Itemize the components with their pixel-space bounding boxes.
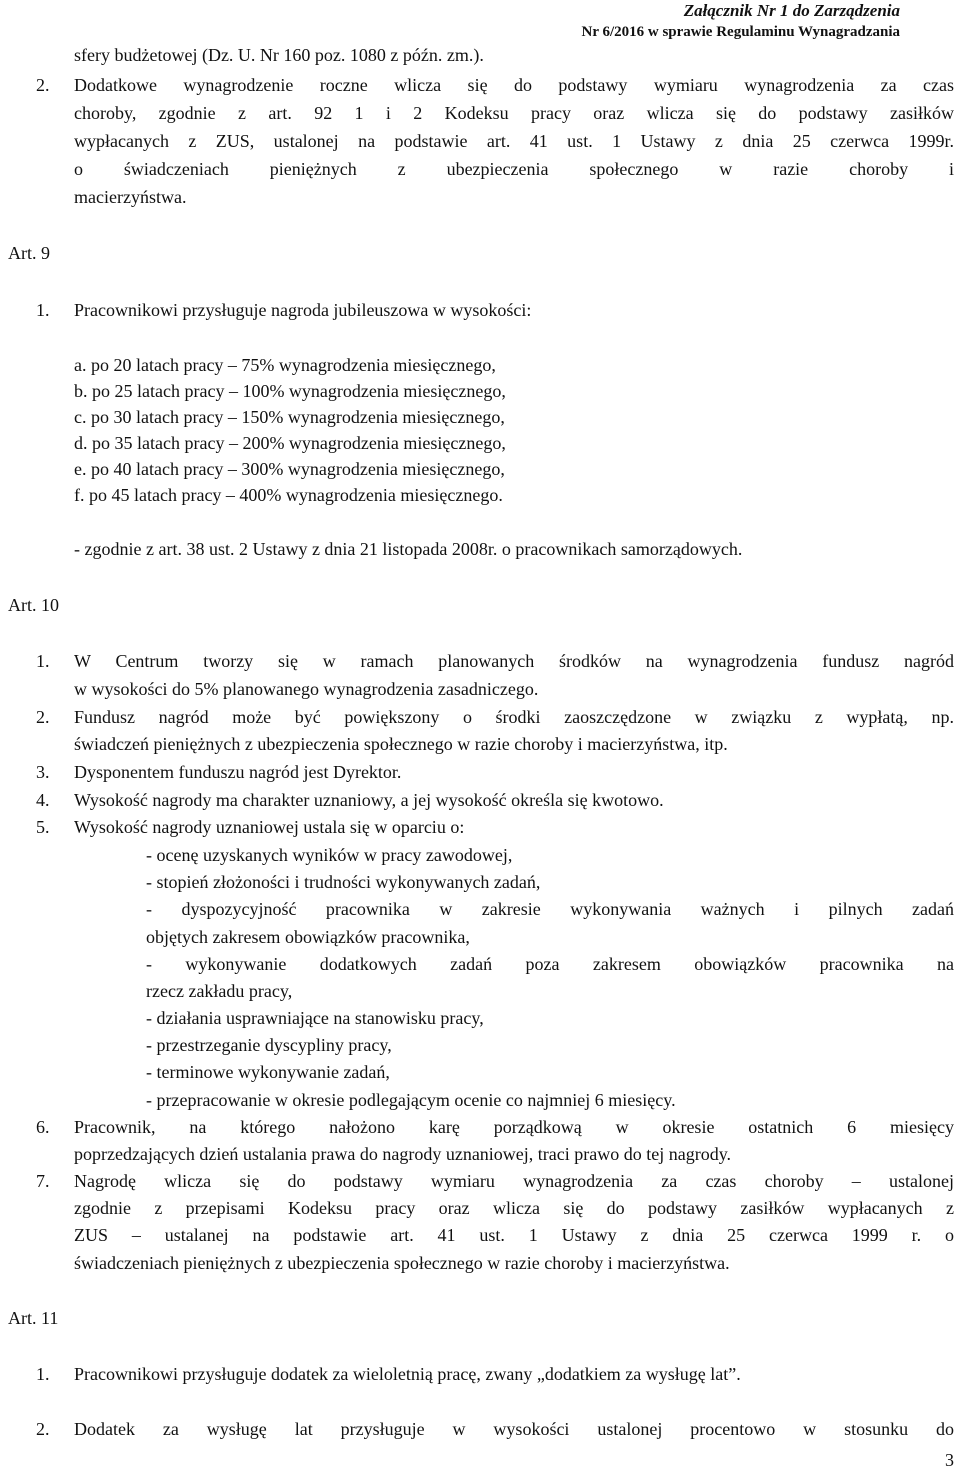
list-item: - działania usprawniające na stanowisku pracy, (146, 1008, 484, 1028)
paragraph-number: 1. (36, 1364, 50, 1384)
text-line: Fundusz nagród może być powiększony o środki zaoszczędzone w związku z wypłatą, np. (74, 707, 954, 727)
list-item: - dyspozycyjność pracownika w zakresie wykonywania ważnych i pilnych zadań (146, 899, 954, 919)
text-line: w wysokości do 5% planowanego wynagrodzenia zasadniczego. (74, 679, 539, 699)
text-line: Wysokość nagrody uznaniowej ustala się w oparciu o: (74, 817, 465, 837)
list-item: e. po 40 latach pracy – 300% wynagrodzenia miesięcznego, (74, 459, 505, 479)
paragraph-number: 7. (36, 1171, 50, 1191)
text-line: Dodatek za wysługę lat przysługuje w wysokości ustalonej procentowo w stosunku do (74, 1419, 954, 1439)
article-11-title: Art. 11 (8, 1308, 59, 1328)
list-item: - wykonywanie dodatkowych zadań poza zakresem obowiązków pracownika na (146, 954, 954, 974)
text-line: świadczeń pieniężnych z ubezpieczenia społecznego w razie choroby i macierzyństwa, itp. (74, 734, 728, 754)
text-line: o świadczeniach pieniężnych z ubezpieczenia społecznego w razie choroby i (74, 159, 954, 179)
text-line: Dodatkowe wynagrodzenie roczne wlicza się do podstawy wymiaru wynagrodzenia za czas (74, 75, 954, 95)
text-line: Pracownik, na którego nałożono karę porządkową w okresie ostatnich 6 miesięcy (74, 1117, 954, 1137)
text-line: Nagrodę wlicza się do podstawy wymiaru wynagrodzenia za czas choroby – ustalonej (74, 1171, 954, 1191)
continuation-line: sfery budżetowej (Dz. U. Nr 160 poz. 1080 z późn. zm.). (74, 45, 484, 65)
list-item: b. po 25 latach pracy – 100% wynagrodzenia miesięcznego, (74, 381, 506, 401)
paragraph-number: 6. (36, 1117, 50, 1137)
paragraph-number: 2. (36, 1419, 50, 1439)
article-10-title: Art. 10 (8, 595, 59, 615)
list-item: objętych zakresem obowiązków pracownika, (146, 927, 470, 947)
list-item: - przestrzeganie dyscypliny pracy, (146, 1035, 392, 1055)
article-9-title: Art. 9 (8, 243, 50, 263)
paragraph-number: 2. (36, 75, 50, 95)
page-number: 3 (945, 1450, 954, 1470)
header-line-1: Załącznik Nr 1 do Zarządzenia (683, 1, 900, 20)
paragraph-number: 5. (36, 817, 50, 837)
list-item: rzecz zakładu pracy, (146, 981, 293, 1001)
text-line: Dysponentem funduszu nagród jest Dyrektor. (74, 762, 402, 782)
list-item: c. po 30 latach pracy – 150% wynagrodzenia miesięcznego, (74, 407, 505, 427)
paragraph-number: 1. (36, 651, 50, 671)
paragraph-number: 4. (36, 790, 50, 810)
art9-p1-text: Pracownikowi przysługuje nagroda jubileuszowa w wysokości: (74, 300, 532, 320)
text-line: poprzedzających dzień ustalania prawa do nagrody uznaniowej, traci prawo do tej nagrody. (74, 1144, 732, 1164)
list-item: - przepracowanie w okresie podlegającym ocenie co najmniej 6 miesięcy. (146, 1090, 676, 1110)
header-line-2: Nr 6/2016 w sprawie Regulaminu Wynagradzania (581, 24, 900, 40)
paragraph-number: 3. (36, 762, 50, 782)
legal-basis: - zgodnie z art. 38 ust. 2 Ustawy z dnia 21 listopada 2008r. o pracownikach samorządowych. (74, 539, 743, 559)
text-line: wypłacanych z ZUS, ustalonej na podstawie art. 41 ust. 1 Ustawy z dnia 25 czerwca 1999r. (74, 131, 954, 151)
text-line: Wysokość nagrody ma charakter uznaniowy, a jej wysokość określa się kwotowo. (74, 790, 664, 810)
list-item: - stopień złożoności i trudności wykonywanych zadań, (146, 872, 541, 892)
list-item: a. po 20 latach pracy – 75% wynagrodzenia miesięcznego, (74, 355, 496, 375)
text-line: choroby, zgodnie z art. 92 1 i 2 Kodeksu pracy oraz wlicza się do podstawy zasiłków (74, 103, 954, 123)
text-line: W Centrum tworzy się w ramach planowanych środków na wynagrodzenia fundusz nagród (74, 651, 954, 671)
text-line: macierzyństwa. (74, 187, 187, 207)
paragraph-number: 1. (36, 300, 50, 320)
list-item: d. po 35 latach pracy – 200% wynagrodzenia miesięcznego, (74, 433, 506, 453)
list-item: f. po 45 latach pracy – 400% wynagrodzenia miesięcznego. (74, 485, 503, 505)
text-line: Pracownikowi przysługuje dodatek za wieloletnią pracę, zwany „dodatkiem za wysługę lat”. (74, 1364, 741, 1384)
list-item: - ocenę uzyskanych wyników w pracy zawodowej, (146, 845, 513, 865)
text-line: zgodnie z przepisami Kodeksu pracy oraz wlicza się do podstawy zasiłków wypłacanych z (74, 1198, 954, 1218)
list-item: - terminowe wykonywanie zadań, (146, 1062, 390, 1082)
paragraph-number: 2. (36, 707, 50, 727)
text-line: ZUS – ustalanej na podstawie art. 41 ust. 1 Ustawy z dnia 25 czerwca 1999 r. o (74, 1225, 954, 1245)
text-line: świadczeniach pieniężnych z ubezpieczenia społecznego w razie choroby i macierzyństwa. (74, 1253, 730, 1273)
